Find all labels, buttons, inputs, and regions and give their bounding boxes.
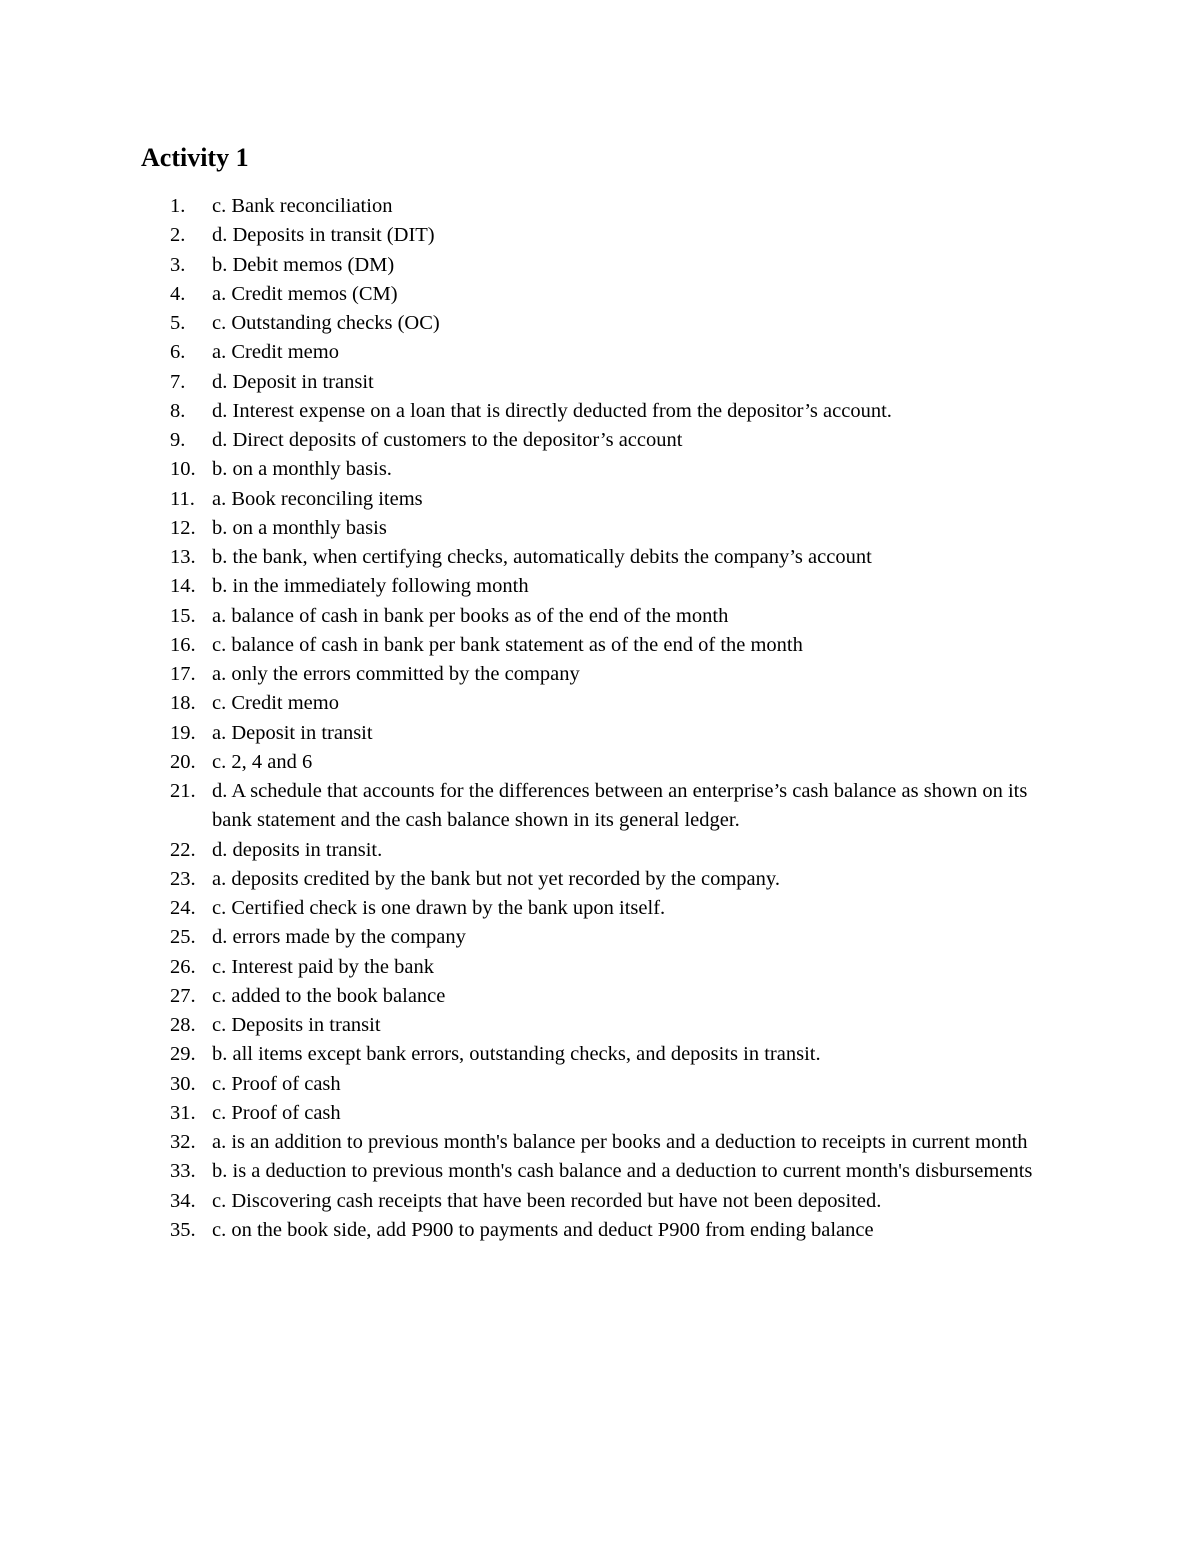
answer-item — [170, 689, 1070, 718]
answer-number: 9. — [170, 429, 186, 451]
page-title: Activity 1 — [141, 143, 249, 172]
answer-item — [170, 221, 1070, 250]
answer-list — [170, 192, 1070, 1245]
answer-number: 23. — [170, 867, 196, 890]
answer-number: 7. — [170, 370, 186, 393]
answer-item — [170, 309, 1070, 338]
answer-number: 26. — [170, 955, 196, 978]
answer-number: 6. — [170, 341, 186, 364]
answer-text: a. deposits credited by the bank but not yet recorded by the company. — [212, 867, 780, 890]
answer-text: b. on a monthly basis — [212, 516, 387, 539]
answer-text: c. Outstanding checks (OC) — [212, 312, 440, 334]
answer-number: 30. — [170, 1072, 196, 1095]
answer-item — [170, 1157, 1070, 1186]
answer-number: 17. — [170, 663, 196, 685]
answer-item — [170, 1099, 1070, 1128]
answer-text: d. errors made by the company — [212, 926, 466, 949]
answer-text: a. Book reconciling items — [212, 487, 423, 510]
answer-text: b. is a deduction to previous month's cash balance and a deduction to current month's disbursements — [212, 1160, 1033, 1183]
answer-text: c. Discovering cash receipts that have been recorded but have not been deposited. — [212, 1189, 882, 1212]
answer-item — [170, 455, 1070, 484]
answer-item — [170, 338, 1070, 367]
answer-number: 22. — [170, 838, 196, 861]
answer-number: 10. — [170, 458, 196, 481]
answer-text: a. balance of cash in bank per books as of the end of the month — [212, 604, 729, 627]
answer-text: a. only the errors committed by the company — [212, 663, 580, 685]
answer-number: 12. — [170, 516, 196, 539]
answer-text: d. Deposits in transit (DIT) — [212, 224, 435, 247]
answer-item — [170, 602, 1070, 631]
answer-number: 14. — [170, 575, 196, 598]
answer-number: 24. — [170, 897, 196, 919]
answer-item — [170, 777, 1070, 836]
answer-number: 34. — [170, 1189, 196, 1212]
answer-number: 29. — [170, 1043, 196, 1066]
answer-item — [170, 368, 1070, 397]
answer-number: 11. — [170, 487, 195, 510]
answer-item — [170, 397, 1070, 426]
answer-item — [170, 280, 1070, 309]
answer-text: b. Debit memos (DM) — [212, 253, 395, 276]
answer-number: 31. — [170, 1101, 196, 1124]
answer-number: 19. — [170, 721, 196, 744]
answer-item — [170, 660, 1070, 689]
answer-text: a. Credit memos (CM) — [212, 282, 398, 305]
answer-number: 16. — [170, 633, 196, 656]
answer-text: d. Deposit in transit — [212, 370, 374, 393]
answer-text: b. the bank, when certifying checks, automatically debits the company’s account — [212, 546, 872, 568]
answer-text: d. A schedule that accounts for the differences between an enterprise’s cash balance as shown on its bank statement and the cash balance shown in its general ledger. — [212, 780, 1028, 832]
answer-item — [170, 836, 1070, 865]
answer-number: 2. — [170, 224, 186, 247]
answer-item — [170, 251, 1070, 280]
answer-number: 20. — [170, 750, 196, 773]
answer-text: c. Proof of cash — [212, 1101, 341, 1124]
answer-item — [170, 1011, 1070, 1040]
answer-text: c. Deposits in transit — [212, 1014, 381, 1036]
answer-text: c. added to the book balance — [212, 984, 446, 1007]
answer-item — [170, 1070, 1070, 1099]
answer-text: a. Deposit in transit — [212, 721, 373, 744]
answer-number: 4. — [170, 282, 186, 305]
answer-item — [170, 953, 1070, 982]
answer-text: d. Interest expense on a loan that is directly deducted from the depositor’s account. — [212, 399, 892, 422]
answer-text: b. all items except bank errors, outstanding checks, and deposits in transit. — [212, 1043, 821, 1066]
answer-text: c. on the book side, add P900 to payments and deduct P900 from ending balance — [212, 1218, 874, 1241]
answer-number: 3. — [170, 253, 186, 276]
answer-text: c. Interest paid by the bank — [212, 955, 435, 978]
answer-text: c. Certified check is one drawn by the bank upon itself. — [212, 897, 666, 919]
answer-text: c. Bank reconciliation — [212, 195, 393, 217]
answer-number: 1. — [170, 195, 186, 217]
answer-item — [170, 631, 1070, 660]
answer-text: c. Credit memo — [212, 692, 339, 715]
answer-text: b. in the immediately following month — [212, 575, 529, 598]
answer-text: d. deposits in transit. — [212, 838, 383, 861]
answer-text: c. 2, 4 and 6 — [212, 750, 313, 773]
answer-text: b. on a monthly basis. — [212, 458, 392, 481]
answer-item — [170, 1040, 1070, 1069]
answer-text: a. Credit memo — [212, 341, 339, 364]
answer-number: 25. — [170, 926, 196, 949]
answer-number: 13. — [170, 546, 196, 568]
answer-number: 5. — [170, 312, 186, 334]
answer-number: 27. — [170, 984, 196, 1007]
answer-item — [170, 1187, 1070, 1216]
answer-text: a. is an addition to previous month's balance per books and a deduction to receipts in current month — [212, 1131, 1028, 1153]
answer-text: c. balance of cash in bank per bank statement as of the end of the month — [212, 633, 803, 656]
answer-item — [170, 514, 1070, 543]
answer-number: 8. — [170, 399, 186, 422]
answer-item — [170, 543, 1070, 572]
answer-number: 33. — [170, 1160, 196, 1183]
answer-number: 28. — [170, 1014, 196, 1036]
answer-number: 35. — [170, 1218, 196, 1241]
answer-item — [170, 192, 1070, 221]
answer-item — [170, 1128, 1070, 1157]
answer-number: 21. — [170, 780, 196, 802]
answer-item — [170, 748, 1070, 777]
answer-item — [170, 485, 1070, 514]
answer-item — [170, 894, 1070, 923]
answer-item — [170, 923, 1070, 952]
answer-item — [170, 426, 1070, 455]
answer-item — [170, 865, 1070, 894]
answer-item — [170, 572, 1070, 601]
answer-number: 32. — [170, 1131, 196, 1153]
answer-number: 15. — [170, 604, 196, 627]
answer-item — [170, 982, 1070, 1011]
answer-item — [170, 719, 1070, 748]
answer-text: c. Proof of cash — [212, 1072, 341, 1095]
answer-text: d. Direct deposits of customers to the depositor’s account — [212, 429, 683, 451]
answer-item — [170, 1216, 1070, 1245]
answer-number: 18. — [170, 692, 196, 715]
